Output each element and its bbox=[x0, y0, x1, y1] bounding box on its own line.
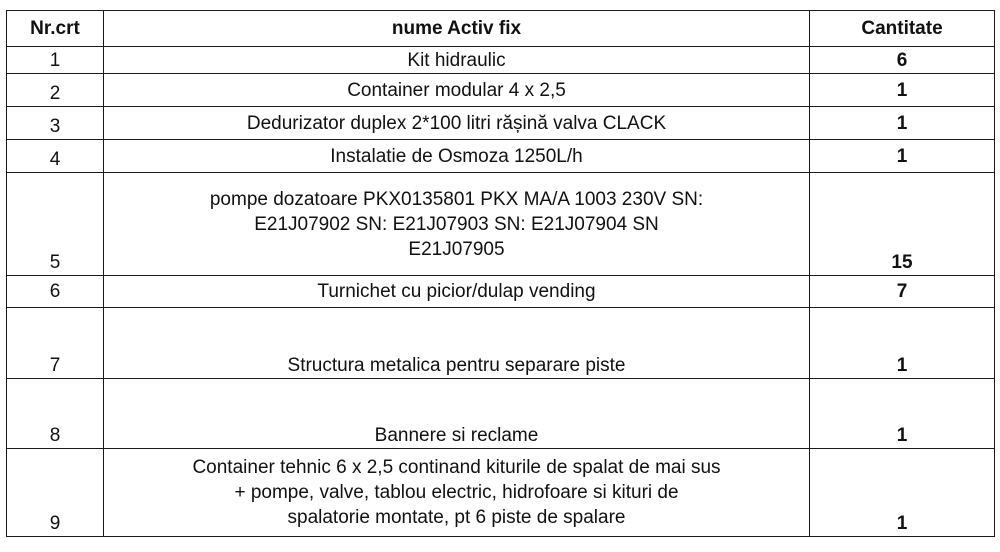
asset-name-line: Kit hidraulic bbox=[407, 49, 506, 71]
table-row bbox=[7, 308, 995, 379]
row-nr: 4 bbox=[7, 140, 104, 173]
asset-name-line: Dedurizator duplex 2*100 litri rășină valva CLACK bbox=[246, 112, 667, 134]
asset-name-line: + pompe, valve, tablou electric, hidrofoare si kituri de bbox=[234, 482, 679, 503]
asset-name-line: Container tehnic 6 x 2,5 continand kiturile de spalat de mai sus bbox=[192, 457, 721, 478]
asset-name-line: Container modular 4 x 2,5 bbox=[347, 79, 566, 101]
row-asset-name bbox=[104, 379, 810, 449]
row-quantity: 7 bbox=[810, 276, 995, 308]
row-asset-name bbox=[104, 47, 810, 74]
table-row bbox=[7, 74, 995, 107]
row-quantity: 15 bbox=[810, 173, 995, 276]
table-header-row bbox=[7, 11, 995, 47]
header-nr: Nr.crt bbox=[7, 11, 104, 47]
row-nr: 6 bbox=[7, 276, 104, 308]
row-nr: 9 bbox=[7, 449, 104, 537]
asset-name-line: Instalatie de Osmoza 1250L/h bbox=[330, 145, 583, 167]
row-asset-name bbox=[104, 173, 810, 276]
row-quantity: 1 bbox=[810, 107, 995, 140]
row-nr: 7 bbox=[7, 308, 104, 379]
row-nr: 2 bbox=[7, 74, 104, 107]
row-asset-name bbox=[104, 308, 810, 379]
asset-name-line: Turnichet cu picior/dulap vending bbox=[317, 281, 596, 302]
row-asset-name bbox=[104, 107, 810, 140]
row-quantity: 1 bbox=[810, 140, 995, 173]
row-quantity: 6 bbox=[810, 47, 995, 74]
row-quantity: 1 bbox=[810, 449, 995, 537]
row-asset-name bbox=[104, 140, 810, 173]
header-asset-name: nume Activ fix bbox=[104, 11, 810, 47]
asset-name-line: E21J07905 bbox=[408, 238, 505, 260]
row-asset-name bbox=[104, 449, 810, 537]
asset-name-line: pompe dozatoare PKX0135801 PKX MA/A 1003 230V SN: bbox=[209, 188, 704, 210]
row-nr: 5 bbox=[7, 173, 104, 276]
fixed-assets-table bbox=[6, 10, 995, 537]
asset-name-line: spalatorie montate, pt 6 piste de spalare bbox=[287, 507, 626, 528]
row-nr: 1 bbox=[7, 47, 104, 74]
row-quantity: 1 bbox=[810, 379, 995, 449]
row-nr: 8 bbox=[7, 379, 104, 449]
asset-name-line: Structura metalica pentru separare piste bbox=[287, 355, 626, 376]
table-row bbox=[7, 173, 995, 276]
row-asset-name bbox=[104, 276, 810, 308]
row-quantity: 1 bbox=[810, 308, 995, 379]
table-row bbox=[7, 47, 995, 74]
row-asset-name bbox=[104, 74, 810, 107]
table-row bbox=[7, 107, 995, 140]
table-row bbox=[7, 140, 995, 173]
asset-name-line: E21J07902 SN: E21J07903 SN: E21J07904 SN bbox=[254, 213, 659, 235]
asset-name-line: Bannere si reclame bbox=[374, 425, 539, 446]
header-quantity: Cantitate bbox=[810, 11, 995, 47]
table-row bbox=[7, 379, 995, 449]
table-row bbox=[7, 276, 995, 308]
row-quantity: 1 bbox=[810, 74, 995, 107]
table-row bbox=[7, 449, 995, 537]
row-nr: 3 bbox=[7, 107, 104, 140]
